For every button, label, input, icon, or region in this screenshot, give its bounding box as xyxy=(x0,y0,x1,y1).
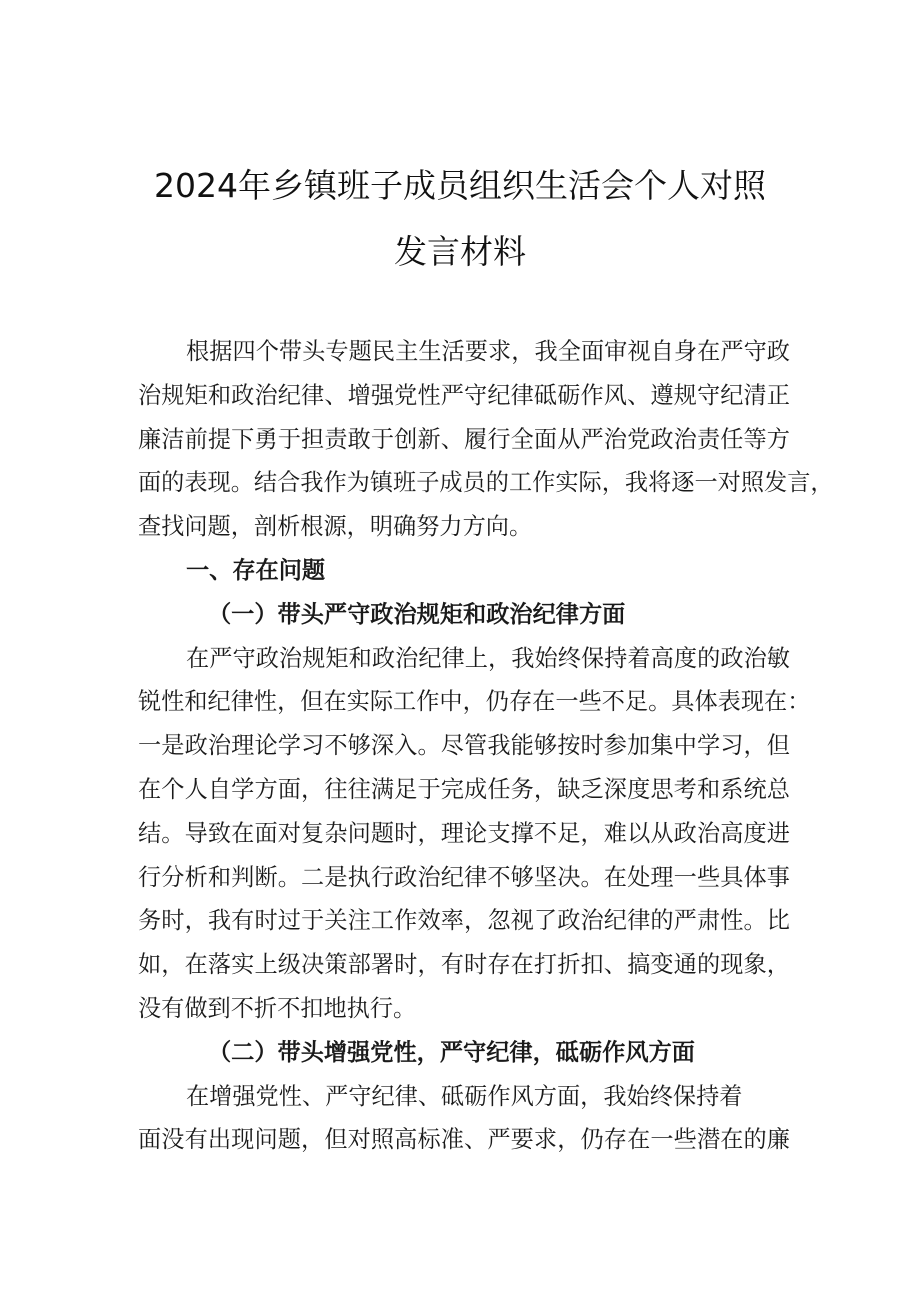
subsection-heading: （二）带头增强党性，严守纪律，砥砺作风方面 xyxy=(208,1038,695,1066)
paragraph-line: 务时，我有时过于关注工作效率，忽视了政治纪律的严肃性。比 xyxy=(138,907,790,935)
paragraph-line: 锐性和纪律性，但在实际工作中，仍存在一些不足。具体表现在： xyxy=(138,688,811,716)
paragraph-line: 在严守政治规矩和政治纪律上，我始终保持着高度的政治敏 xyxy=(186,644,790,672)
document-body xyxy=(138,330,834,1162)
paragraph-line: 如，在落实上级决策部署时，有时存在打折扣、搞变通的现象， xyxy=(138,951,790,979)
subsection-heading: （一）带头严守政治规矩和政治纪律方面 xyxy=(208,600,626,628)
section-heading: 一、存在问题 xyxy=(186,556,326,584)
paragraph-line: 根据四个带头专题民主生活要求，我全面审视自身在严守政 xyxy=(186,338,790,365)
paragraph-line: 行分析和判断。二是执行政治纪律不够坚决。在处理一些具体事 xyxy=(138,863,790,891)
paragraph-line: 在个人自学方面，往往满足于完成任务，缺乏深度思考和系统总 xyxy=(138,775,790,803)
paragraph-line: 面的表现。结合我作为镇班子成员的工作实际，我将逐一对照发言， xyxy=(138,469,834,497)
paragraph-line: 在增强党性、严守纪律、砥砺作风方面，我始终保持着 xyxy=(186,1082,743,1110)
paragraph-line: 一是政治理论学习不够深入。尽管我能够按时参加集中学习，但 xyxy=(138,732,790,760)
paragraph-line: 面没有出现问题，但对照高标准、严要求，仍存在一些潜在的廉 xyxy=(138,1126,790,1154)
paragraph-line: 治规矩和政治纪律、增强党性严守纪律砥砺作风、遵规守纪清正 xyxy=(138,381,790,409)
paragraph-line: 结。导致在面对复杂问题时，理论支撑不足，难以从政治高度进 xyxy=(138,819,790,847)
document-title-line-2: 发言材料 xyxy=(394,232,526,271)
paragraph-line: 没有做到不折不扣地执行。 xyxy=(138,994,417,1022)
paragraph-line: 查找问题，剖析根源，明确努力方向。 xyxy=(138,513,533,541)
paragraph-line: 廉洁前提下勇于担责敢于创新、履行全面从严治党政治责任等方 xyxy=(138,425,790,453)
document-title-line-1: 2024年乡镇班子成员组织生活会个人对照 xyxy=(154,166,766,205)
